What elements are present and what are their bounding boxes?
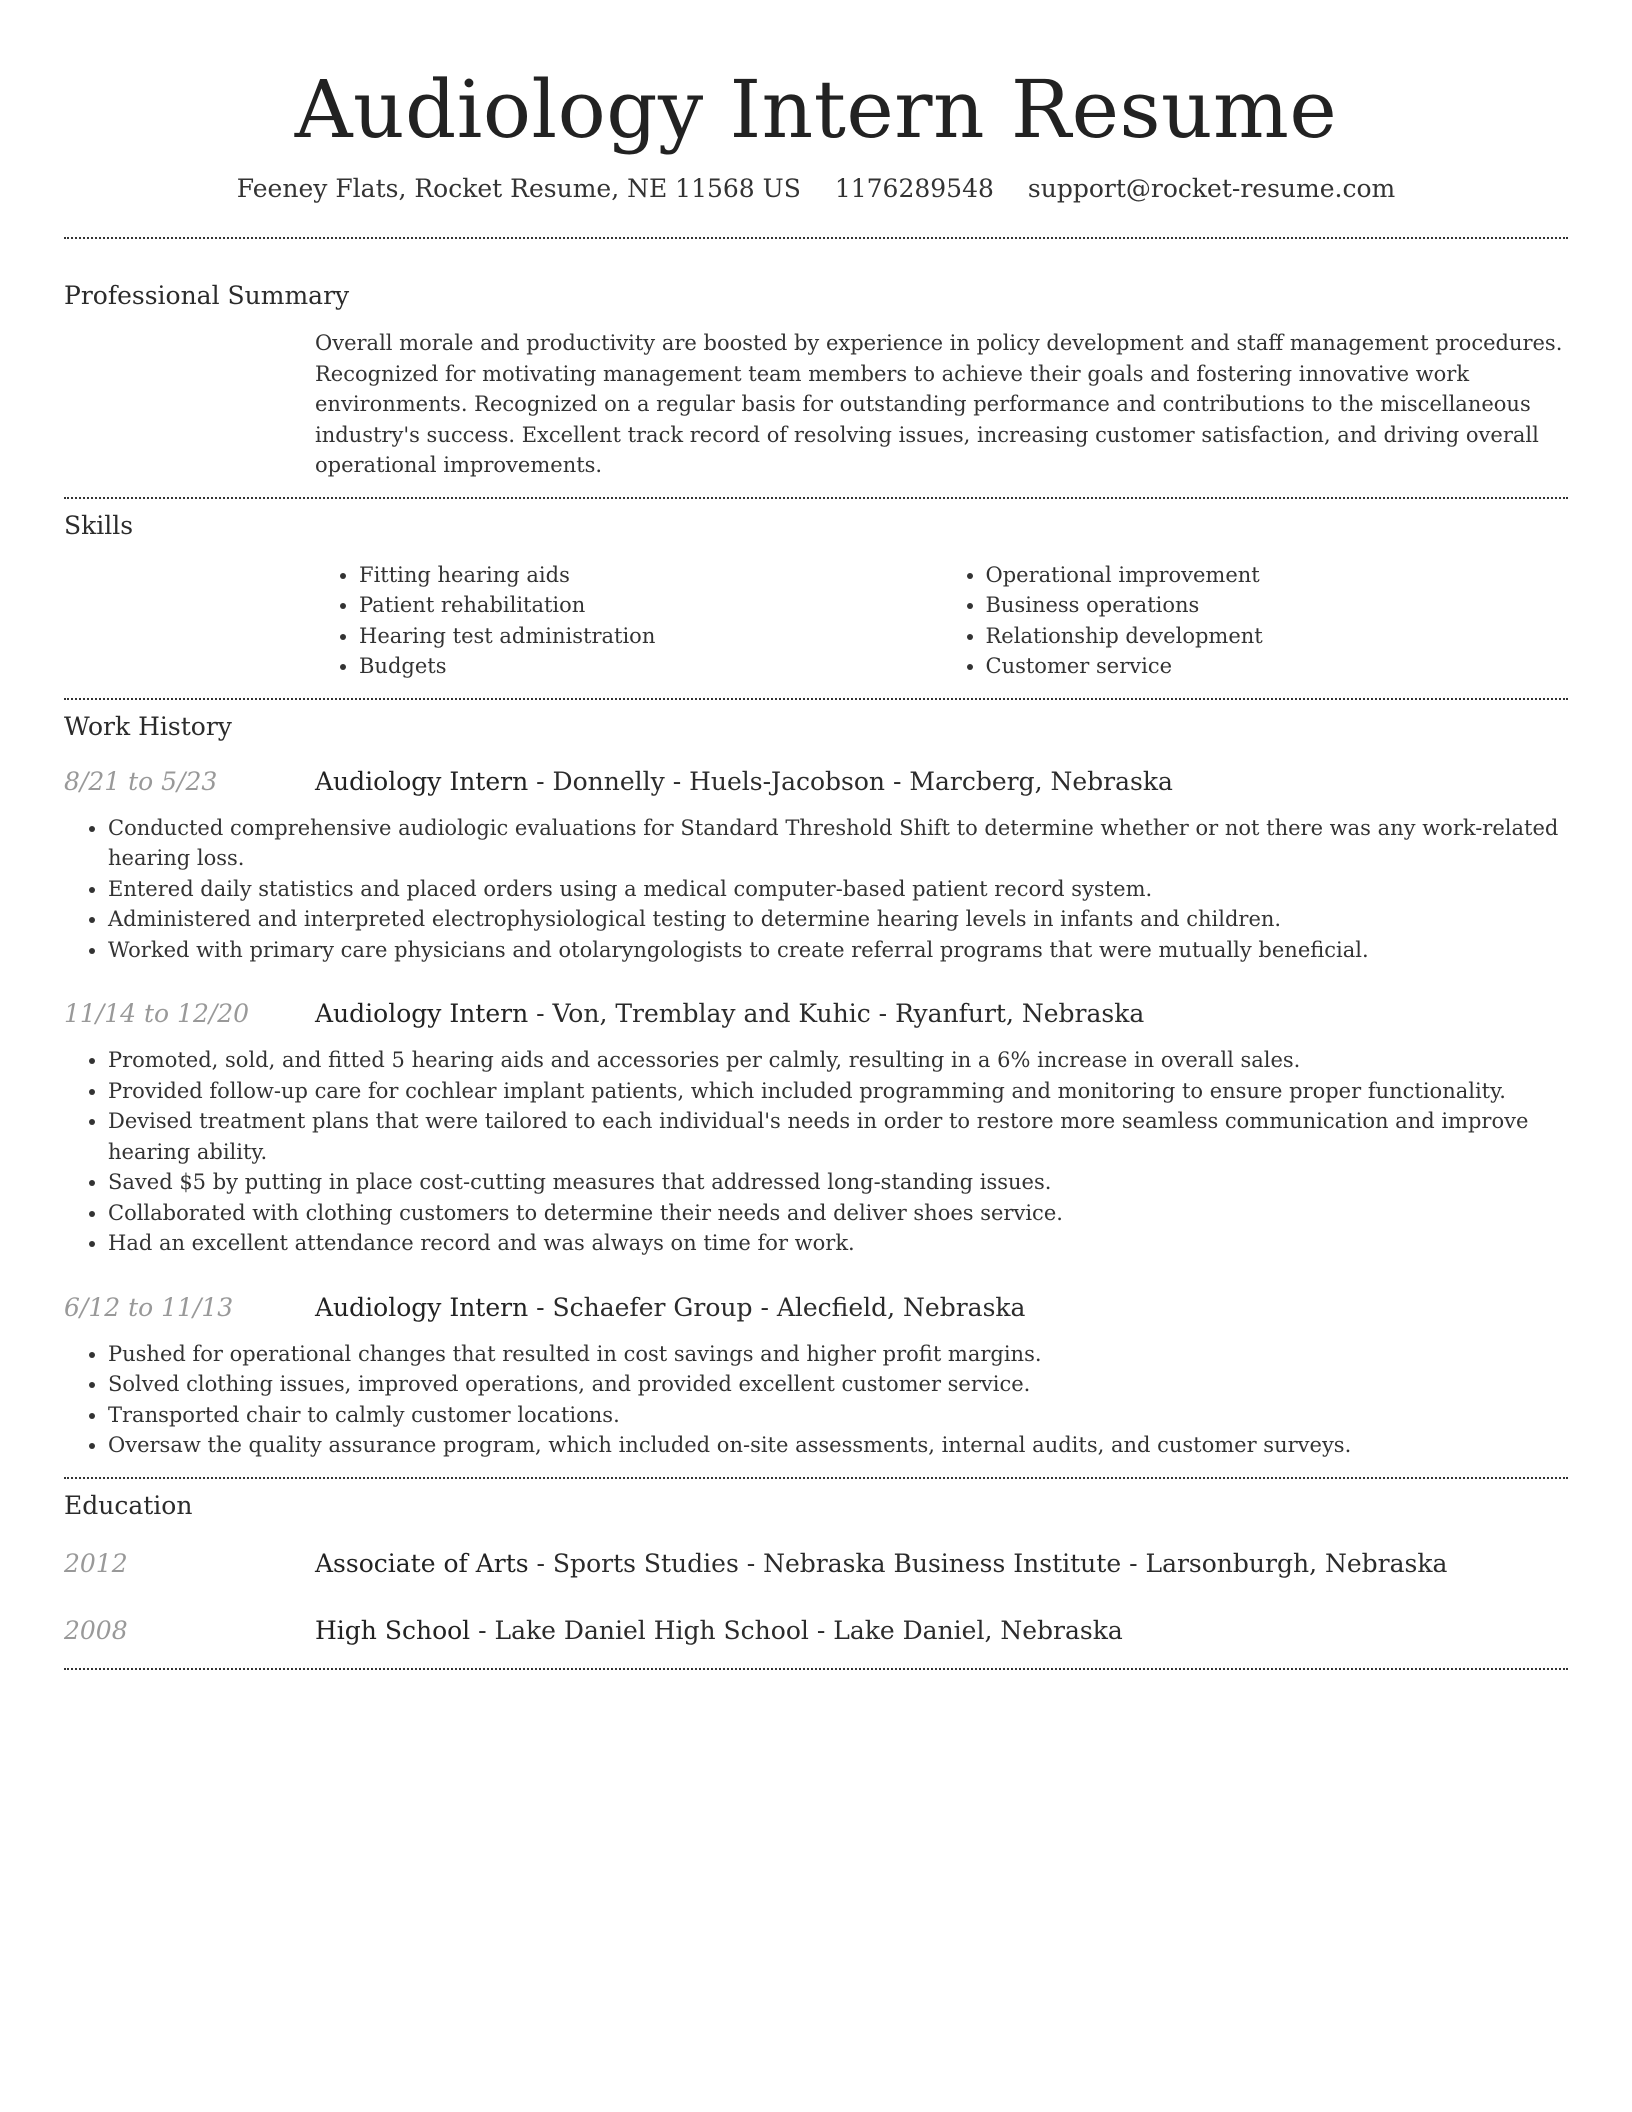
job-date: 6/12 to 11/13 [64, 1292, 234, 1322]
job-bullet: • Pushed for operational changes that resulted in cost savings and higher profit margins. [108, 1339, 1568, 1370]
education-date: 2012 [64, 1548, 128, 1578]
education-entry [64, 1614, 1568, 1648]
job-bullets [64, 1339, 1568, 1461]
education-details: - Sports Studies - Nebraska Business Institute - Larsonburgh, Nebraska [528, 1548, 1448, 1578]
job-date: 8/21 to 5/23 [64, 766, 218, 796]
job-bullet: • Entered daily statistics and placed orders using a medical computer-based patient record system. [108, 874, 1568, 905]
job-bullet: • Administered and interpreted electrophysiological testing to determine hearing levels in infants and children. [108, 904, 1568, 935]
job-bullets [64, 1045, 1568, 1259]
job-details: - Donnelly - Huels-Jacobson - Marcberg, Nebraska [528, 766, 1173, 796]
job-bullet: • Saved $5 by putting in place cost-cutting measures that addressed long-standing issues. [108, 1167, 1568, 1198]
education-degree: Associate of Arts [315, 1548, 529, 1578]
divider [64, 497, 1568, 499]
job-bullet: • Promoted, sold, and fitted 5 hearing aids and accessories per calmly, resulting in a 6% increase in overall sales. [108, 1045, 1568, 1076]
skill-item: • Patient rehabilitation [359, 590, 942, 621]
job-date: 11/14 to 12/20 [64, 999, 250, 1028]
education-degree: High School [315, 1615, 471, 1645]
job-bullets [64, 813, 1568, 966]
divider [64, 1477, 1568, 1479]
section-title-skills: Skills [64, 510, 134, 540]
job-details: - Schaefer Group - Alecfield, Nebraska [528, 1292, 1026, 1322]
job-header [64, 765, 1568, 799]
job-position: Audiology Intern [315, 766, 529, 796]
resume-page [64, 0, 1568, 1670]
job-details: - Von, Tremblay and Kuhic - Ryanfurt, Nebraska [528, 999, 1145, 1028]
job-header [64, 1291, 1568, 1325]
divider [64, 237, 1568, 239]
contact-address: Feeney Flats, Rocket Resume, NE 11568 US [236, 174, 801, 203]
job-position: Audiology Intern [315, 999, 529, 1028]
section-title-work-history: Work History [64, 711, 232, 741]
summary-text: Overall morale and productivity are boosted by experience in policy development and staff management procedures. Recognized for motivating management team members to achieve their goals and fostering innovative work environments. Recognized on a regular basis for outstanding performance and contributions to the miscellaneous industry's success. Excellent track record of resolving issues, increasing customer satisfaction, and driving overall operational improvements. [315, 331, 1563, 477]
resume-title: Audiology Intern Resume [294, 63, 1338, 156]
job-position: Audiology Intern [315, 1292, 529, 1322]
divider [64, 1668, 1568, 1670]
section-title-summary: Professional Summary [64, 281, 350, 310]
job-bullet: • Solved clothing issues, improved operations, and provided excellent customer service. [108, 1369, 1568, 1400]
job-bullet: • Oversaw the quality assurance program, which included on-site assessments, internal audits, and customer surveys. [108, 1430, 1568, 1461]
skill-item: • Fitting hearing aids [359, 560, 942, 591]
skills-list [315, 560, 1568, 682]
skill-item: • Relationship development [986, 621, 1569, 652]
job-header [64, 997, 1568, 1031]
job-bullet: • Devised treatment plans that were tailored to each individual's needs in order to restore more seamless communication and improve hearing ability. [108, 1106, 1568, 1167]
job-title [315, 997, 1144, 1031]
skill-item: • Budgets [359, 651, 942, 682]
education-date: 2008 [64, 1615, 128, 1645]
job-entry [64, 997, 1568, 1259]
job-bullet: • Collaborated with clothing customers to determine their needs and deliver shoes service. [108, 1198, 1568, 1229]
skill-item: • Hearing test administration [359, 621, 942, 652]
skills-column-left [315, 560, 942, 682]
job-entry [64, 1291, 1568, 1461]
skill-item: • Business operations [986, 590, 1569, 621]
contact-line [64, 172, 1568, 206]
contact-phone: 1176289548 [834, 174, 994, 203]
section-title-education: Education [64, 1490, 193, 1520]
divider [64, 698, 1568, 700]
education-details: - Lake Daniel High School - Lake Daniel, Nebraska [470, 1615, 1123, 1645]
job-bullet: • Worked with primary care physicians and otolaryngologists to create referral programs that were mutually beneficial. [108, 935, 1568, 966]
job-bullet: • Conducted comprehensive audiologic evaluations for Standard Threshold Shift to determine whether or not there was any work-related hearing loss. [108, 813, 1568, 874]
job-bullet: • Provided follow-up care for cochlear implant patients, which included programming and monitoring to ensure proper functionality. [108, 1076, 1568, 1107]
skills-column-right [942, 560, 1569, 682]
education-title [315, 1547, 1447, 1581]
education-entry [64, 1547, 1568, 1581]
skill-item: • Operational improvement [986, 560, 1569, 591]
education-title [315, 1614, 1123, 1648]
job-title [315, 1291, 1025, 1325]
skill-item: • Customer service [986, 651, 1569, 682]
job-bullet: • Had an excellent attendance record and was always on time for work. [108, 1228, 1568, 1259]
contact-email: support@rocket-resume.com [1027, 174, 1396, 203]
job-bullet: • Transported chair to calmly customer locations. [108, 1400, 1568, 1431]
job-entry [64, 765, 1568, 966]
job-title [315, 765, 1173, 799]
